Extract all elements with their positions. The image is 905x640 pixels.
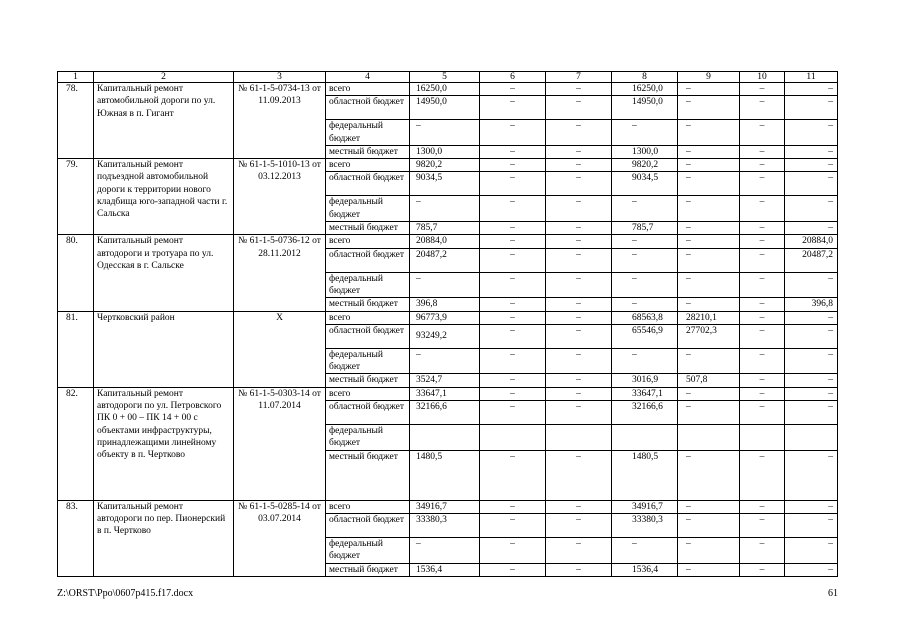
amount-cell: – — [785, 120, 838, 146]
amount-cell: – — [480, 450, 546, 500]
expertise-document: № 61-1-5-0734-13 от 11.09.2013 — [234, 83, 326, 159]
object-name: Капитальный ремонт подъездной автомобильной дороги к территории нового кладбища юго-западной части г. Сальска — [94, 159, 234, 235]
amount-cell: – — [740, 248, 785, 272]
amount-cell: 20487,2 — [785, 248, 838, 272]
amount-cell: – — [740, 120, 785, 146]
table-row — [58, 83, 838, 96]
amount-cell: – — [678, 172, 740, 196]
item-number: 83. — [58, 500, 94, 576]
amount-cell: – — [740, 563, 785, 576]
amount-cell — [740, 425, 785, 451]
column-number-row — [58, 72, 838, 83]
amount-cell: – — [410, 537, 480, 563]
amount-cell: – — [740, 298, 785, 311]
amount-cell — [546, 425, 612, 451]
amount-cell: 785,7 — [410, 222, 480, 235]
amount-cell: – — [785, 513, 838, 537]
amount-cell: – — [785, 196, 838, 222]
amount-cell: – — [785, 272, 838, 298]
funding-source-label: федеральный бюджет — [326, 120, 410, 146]
item-number: 79. — [58, 159, 94, 235]
amount-cell: – — [480, 401, 546, 425]
amount-cell: – — [740, 374, 785, 387]
funding-source-label: федеральный бюджет — [326, 425, 410, 451]
amount-cell: – — [740, 172, 785, 196]
item-number: 80. — [58, 235, 94, 311]
funding-source-label: всего — [326, 500, 410, 513]
amount-cell: – — [546, 500, 612, 513]
amount-cell: – — [785, 537, 838, 563]
amount-cell: – — [678, 500, 740, 513]
object-name: Капитальный ремонт автодороги и тротуара по ул. Одесская в г. Сальске — [94, 235, 234, 311]
expertise-document: № 61-1-5-0285-14 от 03.07.2014 — [234, 500, 326, 576]
funding-source-label: всего — [326, 235, 410, 248]
amount-cell: – — [678, 222, 740, 235]
object-name: Капитальный ремонт автодороги по пер. Пионерский в п. Чертково — [94, 500, 234, 576]
column-number-cell: 11 — [785, 72, 838, 83]
amount-cell: – — [546, 235, 612, 248]
amount-cell: – — [546, 159, 612, 172]
column-number-cell: 3 — [234, 72, 326, 83]
amount-cell: 96773,9 — [410, 311, 480, 324]
funding-source-label: федеральный бюджет — [326, 537, 410, 563]
amount-cell: – — [612, 248, 678, 272]
table-row — [58, 311, 838, 324]
amount-cell: – — [480, 324, 546, 348]
amount-cell: – — [740, 222, 785, 235]
amount-cell: 785,7 — [612, 222, 678, 235]
amount-cell: 3016,9 — [612, 374, 678, 387]
amount-cell: 27702,3 — [678, 324, 740, 348]
amount-cell: 33647,1 — [410, 387, 480, 400]
funding-source-label: всего — [326, 387, 410, 400]
column-number-cell: 10 — [740, 72, 785, 83]
amount-cell: – — [785, 83, 838, 96]
funding-source-label: всего — [326, 159, 410, 172]
amount-cell: – — [740, 500, 785, 513]
amount-cell: – — [678, 298, 740, 311]
amount-cell: – — [480, 348, 546, 374]
amount-cell: 32166,6 — [612, 401, 678, 425]
expertise-document: № 61-1-5-0303-14 от 11.07.2014 — [234, 387, 326, 500]
amount-cell: – — [678, 563, 740, 576]
amount-cell: – — [480, 83, 546, 96]
funding-source-label: всего — [326, 83, 410, 96]
amount-cell: – — [785, 401, 838, 425]
amount-cell — [612, 425, 678, 451]
amount-cell: – — [785, 563, 838, 576]
amount-cell: – — [678, 401, 740, 425]
amount-cell: – — [678, 83, 740, 96]
amount-cell: – — [740, 145, 785, 158]
amount-cell: – — [480, 159, 546, 172]
amount-cell: – — [678, 235, 740, 248]
amount-cell: 1300,0 — [612, 145, 678, 158]
amount-cell: 9034,5 — [612, 172, 678, 196]
table-row — [58, 387, 838, 400]
funding-source-label: областной бюджет — [326, 96, 410, 120]
amount-cell: – — [546, 96, 612, 120]
column-number-cell: 2 — [94, 72, 234, 83]
amount-cell: – — [546, 272, 612, 298]
amount-cell: – — [678, 450, 740, 500]
amount-cell: – — [546, 324, 612, 348]
amount-cell: 14950,0 — [612, 96, 678, 120]
footer-page-number: 61 — [828, 588, 838, 599]
amount-cell: – — [480, 222, 546, 235]
amount-cell: – — [546, 311, 612, 324]
funding-source-label: областной бюджет — [326, 172, 410, 196]
amount-cell: – — [678, 159, 740, 172]
amount-cell: – — [612, 298, 678, 311]
amount-cell: 507,8 — [678, 374, 740, 387]
column-number-cell: 8 — [612, 72, 678, 83]
amount-cell: – — [546, 196, 612, 222]
funding-source-label: местный бюджет — [326, 374, 410, 387]
amount-cell: – — [785, 324, 838, 348]
amount-cell: – — [678, 248, 740, 272]
amount-cell: – — [678, 348, 740, 374]
amount-cell: – — [740, 311, 785, 324]
funding-source-label: федеральный бюджет — [326, 272, 410, 298]
amount-cell: 28210,1 — [678, 311, 740, 324]
amount-cell: – — [678, 196, 740, 222]
amount-cell: – — [678, 96, 740, 120]
amount-cell: – — [785, 222, 838, 235]
amount-cell: – — [740, 513, 785, 537]
amount-cell: – — [480, 374, 546, 387]
amount-cell: – — [612, 348, 678, 374]
amount-cell: – — [678, 387, 740, 400]
amount-cell: – — [740, 272, 785, 298]
column-number-cell: 6 — [480, 72, 546, 83]
amount-cell: – — [740, 537, 785, 563]
amount-cell: – — [546, 83, 612, 96]
item-number: 82. — [58, 387, 94, 500]
amount-cell: – — [785, 311, 838, 324]
amount-cell: – — [740, 159, 785, 172]
funding-table — [57, 71, 838, 577]
amount-cell: – — [740, 348, 785, 374]
footer-file-path: Z:\ORST\Ppo\0607p415.f17.docx — [57, 588, 194, 599]
amount-cell: 1536,4 — [612, 563, 678, 576]
amount-cell: – — [546, 172, 612, 196]
expertise-document: Х — [234, 311, 326, 387]
amount-cell: – — [480, 120, 546, 146]
amount-cell: – — [612, 235, 678, 248]
amount-cell: 9034,5 — [410, 172, 480, 196]
column-number-cell: 1 — [58, 72, 94, 83]
amount-cell: – — [612, 272, 678, 298]
amount-cell: 33647,1 — [612, 387, 678, 400]
amount-cell: – — [678, 145, 740, 158]
amount-cell: – — [740, 324, 785, 348]
amount-cell: – — [546, 513, 612, 537]
amount-cell: – — [678, 272, 740, 298]
amount-cell: – — [480, 563, 546, 576]
funding-source-label: федеральный бюджет — [326, 196, 410, 222]
amount-cell — [785, 425, 838, 451]
amount-cell: 1536,4 — [410, 563, 480, 576]
amount-cell: 1300,0 — [410, 145, 480, 158]
funding-source-label: областной бюджет — [326, 401, 410, 425]
amount-cell: – — [480, 172, 546, 196]
amount-cell: – — [740, 401, 785, 425]
amount-cell: 14950,0 — [410, 96, 480, 120]
funding-source-label: местный бюджет — [326, 298, 410, 311]
amount-cell: – — [546, 563, 612, 576]
amount-cell: 3524,7 — [410, 374, 480, 387]
amount-cell: – — [410, 272, 480, 298]
amount-cell: – — [410, 348, 480, 374]
amount-cell: – — [612, 537, 678, 563]
amount-cell: – — [785, 387, 838, 400]
amount-cell: 1480,5 — [410, 450, 480, 500]
amount-cell: – — [546, 298, 612, 311]
amount-cell: – — [546, 145, 612, 158]
amount-cell: – — [740, 235, 785, 248]
amount-cell: – — [546, 387, 612, 400]
object-name: Капитальный ремонт автодороги по ул. Петровского ПК 0 + 00 – ПК 14 + 00 с объектами инфраструктуры, принадлежащими линейному объекту в п. Чертково — [94, 387, 234, 500]
funding-source-label: всего — [326, 311, 410, 324]
amount-cell: – — [740, 96, 785, 120]
funding-source-label: федеральный бюджет — [326, 348, 410, 374]
table-row — [58, 159, 838, 172]
amount-cell: – — [480, 235, 546, 248]
amount-cell: – — [480, 196, 546, 222]
amount-cell: – — [740, 83, 785, 96]
amount-cell: 68563,8 — [612, 311, 678, 324]
amount-cell: – — [546, 401, 612, 425]
amount-cell: – — [546, 348, 612, 374]
amount-cell: 34916,7 — [410, 500, 480, 513]
amount-cell: – — [612, 196, 678, 222]
amount-cell: 1480,5 — [612, 450, 678, 500]
amount-cell: – — [480, 387, 546, 400]
amount-cell: – — [546, 120, 612, 146]
amount-cell: – — [740, 196, 785, 222]
amount-cell: – — [480, 96, 546, 120]
amount-cell: 20884,0 — [785, 235, 838, 248]
object-name: Чертковский район — [94, 311, 234, 387]
amount-cell: – — [785, 159, 838, 172]
amount-cell: 396,8 — [410, 298, 480, 311]
amount-cell: – — [740, 387, 785, 400]
funding-source-label: местный бюджет — [326, 450, 410, 500]
amount-cell: – — [785, 374, 838, 387]
amount-cell: 20487,2 — [410, 248, 480, 272]
funding-source-label: местный бюджет — [326, 145, 410, 158]
column-number-cell: 9 — [678, 72, 740, 83]
amount-cell: – — [546, 248, 612, 272]
amount-cell: 65546,9 — [612, 324, 678, 348]
amount-cell: – — [678, 120, 740, 146]
funding-source-label: местный бюджет — [326, 563, 410, 576]
amount-cell: – — [480, 500, 546, 513]
amount-cell: – — [410, 196, 480, 222]
amount-cell: 9820,2 — [410, 159, 480, 172]
amount-cell: – — [785, 500, 838, 513]
amount-cell: – — [546, 537, 612, 563]
amount-cell: – — [785, 348, 838, 374]
amount-cell: 9820,2 — [612, 159, 678, 172]
amount-cell: – — [546, 374, 612, 387]
amount-cell: – — [480, 537, 546, 563]
amount-cell: 93249,2 — [410, 324, 480, 348]
document-page — [57, 71, 837, 577]
expertise-document: № 61-1-5-1010-13 от 03.12.2013 — [234, 159, 326, 235]
amount-cell: – — [678, 537, 740, 563]
amount-cell: 16250,0 — [410, 83, 480, 96]
column-number-cell: 4 — [326, 72, 410, 83]
amount-cell: – — [678, 513, 740, 537]
amount-cell: – — [612, 120, 678, 146]
amount-cell — [410, 425, 480, 451]
amount-cell: – — [785, 145, 838, 158]
funding-source-label: областной бюджет — [326, 513, 410, 537]
table-row — [58, 235, 838, 248]
amount-cell: – — [480, 145, 546, 158]
amount-cell: 20884,0 — [410, 235, 480, 248]
amount-cell: 33380,3 — [410, 513, 480, 537]
amount-cell: 34916,7 — [612, 500, 678, 513]
amount-cell: – — [546, 222, 612, 235]
amount-cell — [480, 425, 546, 451]
amount-cell: – — [410, 120, 480, 146]
funding-source-label: областной бюджет — [326, 324, 410, 348]
item-number: 81. — [58, 311, 94, 387]
expertise-document: № 61-1-5-0736-12 от 28.11.2012 — [234, 235, 326, 311]
amount-cell: 16250,0 — [612, 83, 678, 96]
amount-cell: – — [546, 450, 612, 500]
column-number-cell: 5 — [410, 72, 480, 83]
amount-cell: – — [740, 450, 785, 500]
item-number: 78. — [58, 83, 94, 159]
amount-cell: – — [480, 272, 546, 298]
amount-cell: – — [480, 311, 546, 324]
amount-cell — [678, 425, 740, 451]
amount-cell: – — [785, 172, 838, 196]
funding-source-label: областной бюджет — [326, 248, 410, 272]
table-row — [58, 500, 838, 513]
amount-cell: 33380,3 — [612, 513, 678, 537]
amount-cell: 396,8 — [785, 298, 838, 311]
amount-cell: – — [785, 96, 838, 120]
funding-source-label: местный бюджет — [326, 222, 410, 235]
amount-cell: – — [480, 298, 546, 311]
amount-cell: 32166,6 — [410, 401, 480, 425]
amount-cell: – — [480, 513, 546, 537]
amount-cell: – — [785, 450, 838, 500]
object-name: Капитальный ремонт автомобильной дороги по ул. Южная в п. Гигант — [94, 83, 234, 159]
amount-cell: – — [480, 248, 546, 272]
column-number-cell: 7 — [546, 72, 612, 83]
